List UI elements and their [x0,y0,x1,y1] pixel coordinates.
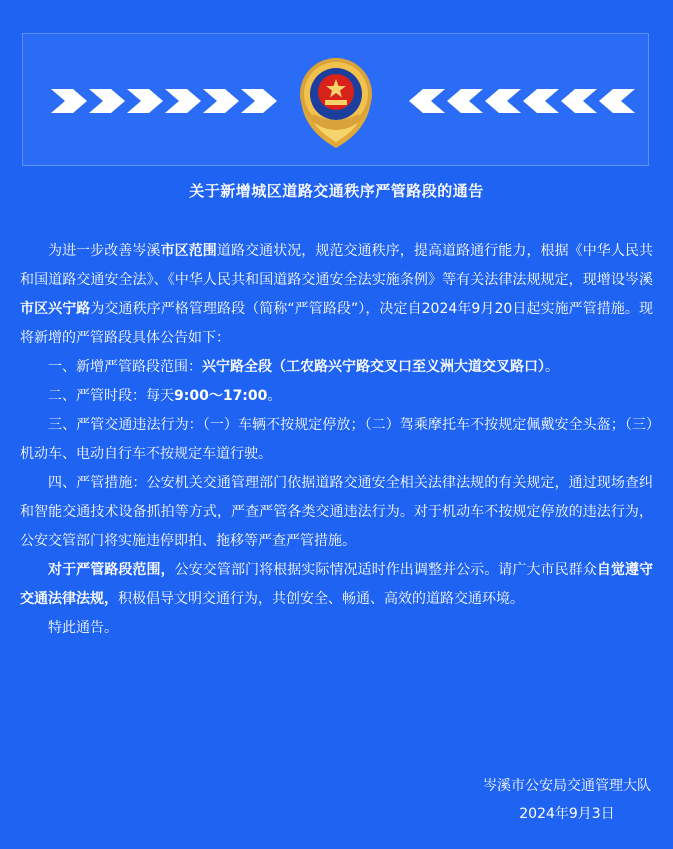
signature-block [483,772,651,828]
chevron-arrows-right-icon [51,86,281,116]
paragraph-appeal [20,556,653,614]
range-end: 。 [545,359,559,375]
paragraph-closing: 特此通告。 [48,620,118,636]
paragraph-intro [20,237,653,353]
appeal-text-2: 积极倡导文明交通行为，共创安全、畅通、高效的道路交通环境。 [118,591,524,607]
appeal-text-1: 公安交管部门将根据实际情况适时作出调整并公示。请广大市民群众 [174,562,597,578]
paragraph-measures: 四、严管措施：公安机关交通管理部门依据道路交通安全相关法律法规的有关规定，通过现场查纠和智能交通技术设备抓拍等方式，严查严管各类交通违法行为。对于机动车不按规定停放的违法行为，公安交管部门将实施违停即拍、拖移等严查严管措施。 [20,475,653,549]
signature-org: 岑溪市公安局交通管理大队 [483,778,651,794]
signature-date: 2024年9月3日 [519,806,615,822]
paragraph-range [20,353,653,382]
notice-body [20,237,653,643]
intro-bold-2: 市区兴宁路 [20,301,91,317]
intro-text-2: 道路交通状况，规范交通秩序，提高道路通行能力，根据《中华人民共和国道路交通安全法》、《中华人民共和国道路交通安全法实施条例》等有关法律法规规定，现增设岑溪 [20,243,654,288]
chevron-arrows-left-icon [405,86,635,116]
time-label: 二、严管时段：每天 [48,388,174,404]
intro-text-3: 为交通秩序严格管理路段（简称“严管路段”），决定自2024年9月20日起实施严管措施。现将新增的严管路段具体公告如下： [20,301,653,346]
time-value: 9:00～17:00 [174,388,268,404]
appeal-bold-2: 自觉遵守交通法律法规， [20,562,654,607]
police-emblem-icon [291,52,381,152]
range-label: 一、新增严管路段范围： [48,359,202,375]
intro-text-1: 为进一步改善岑溪 [48,243,161,259]
range-value: 兴宁路全段（工农路兴宁路交叉口至义洲大道交叉路口） [202,359,545,375]
appeal-bold-1: 对于严管路段范围， [48,562,175,578]
notice-title: 关于新增城区道路交通秩序严管路段的通告 [189,182,484,200]
time-end: 。 [267,388,282,404]
header-banner [22,33,649,166]
paragraph-time [20,382,653,411]
intro-bold-1: 市区范围 [160,243,217,259]
paragraph-violations: 三、严管交通违法行为：（一）车辆不按规定停放；（二）驾乘摩托车不按规定佩戴安全头盔；（三）机动车、电动自行车不按规定车道行驶。 [20,417,653,462]
